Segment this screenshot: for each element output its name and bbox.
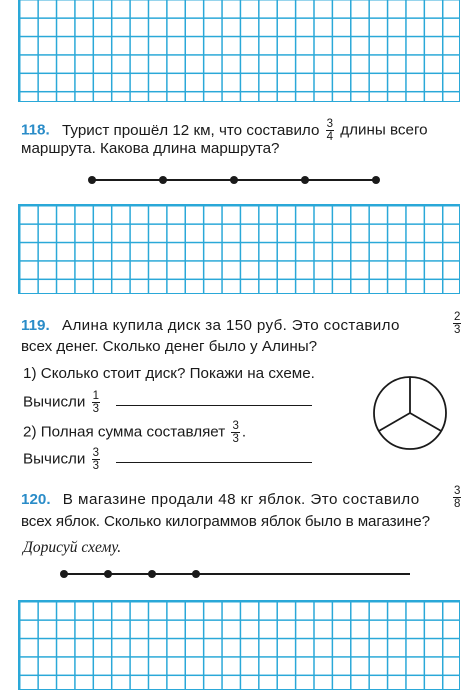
task-118-line2: маршрута. Какова длина маршрута? (21, 140, 280, 157)
task-118-number: 118. (21, 121, 50, 139)
calc-1-fraction: $\frac{1}{3}$ (92, 390, 100, 415)
task-119-calc-1: Вычисли $\frac{1}{3}$ (23, 390, 100, 415)
task-120-fraction: $\frac{3}{8}$ (454, 485, 461, 510)
task-118-text-end: длины всего (340, 121, 428, 139)
task-120-number: 120. (21, 491, 51, 508)
task-119-line1 (21, 316, 400, 336)
circle-diagram-thirds (372, 375, 452, 455)
route-diagram-118 (0, 162, 474, 202)
task-120-line1 (21, 490, 420, 510)
calc-2-fraction: $\frac{3}{3}$ (92, 447, 100, 472)
task-119-question-1: 1) Сколько стоит диск? Покажи на схеме. (23, 365, 315, 382)
task-118-fraction: $\frac{3}{4}$ (326, 118, 334, 143)
answer-grid-bottom[interactable] (18, 600, 460, 690)
task-119-text: Алина купила диск за 150 руб. Это составило (61, 317, 400, 334)
task-119-line2: всех денег. Сколько денег было у Алины? (21, 338, 318, 355)
q2-fraction: $\frac{3}{3}$ (232, 420, 239, 445)
answer-grid-top[interactable] (18, 0, 460, 102)
answer-grid-118[interactable] (18, 204, 460, 294)
answer-line-1[interactable] (116, 405, 312, 406)
task-119-number: 119. (21, 317, 50, 334)
task-120-text: В магазине продали 48 кг яблок. Это составило (62, 491, 420, 508)
task-120-line2: всех яблок. Сколько килограммов яблок было в магазине? (21, 513, 430, 530)
apples-diagram-120[interactable] (0, 555, 474, 595)
answer-line-2[interactable] (116, 462, 312, 463)
task-118-text: Турист прошёл 12 км, что составило (61, 121, 320, 139)
task-119-question-2: 2) Полная сумма составляет $\frac{3}{3}$ . (23, 420, 247, 445)
task-119-calc-2: Вычисли $\frac{3}{3}$ (23, 447, 100, 472)
task-119-fraction: $\frac{2}{3}$ (454, 311, 461, 336)
task-120-instruction: Дорисуй схему. (23, 539, 122, 556)
